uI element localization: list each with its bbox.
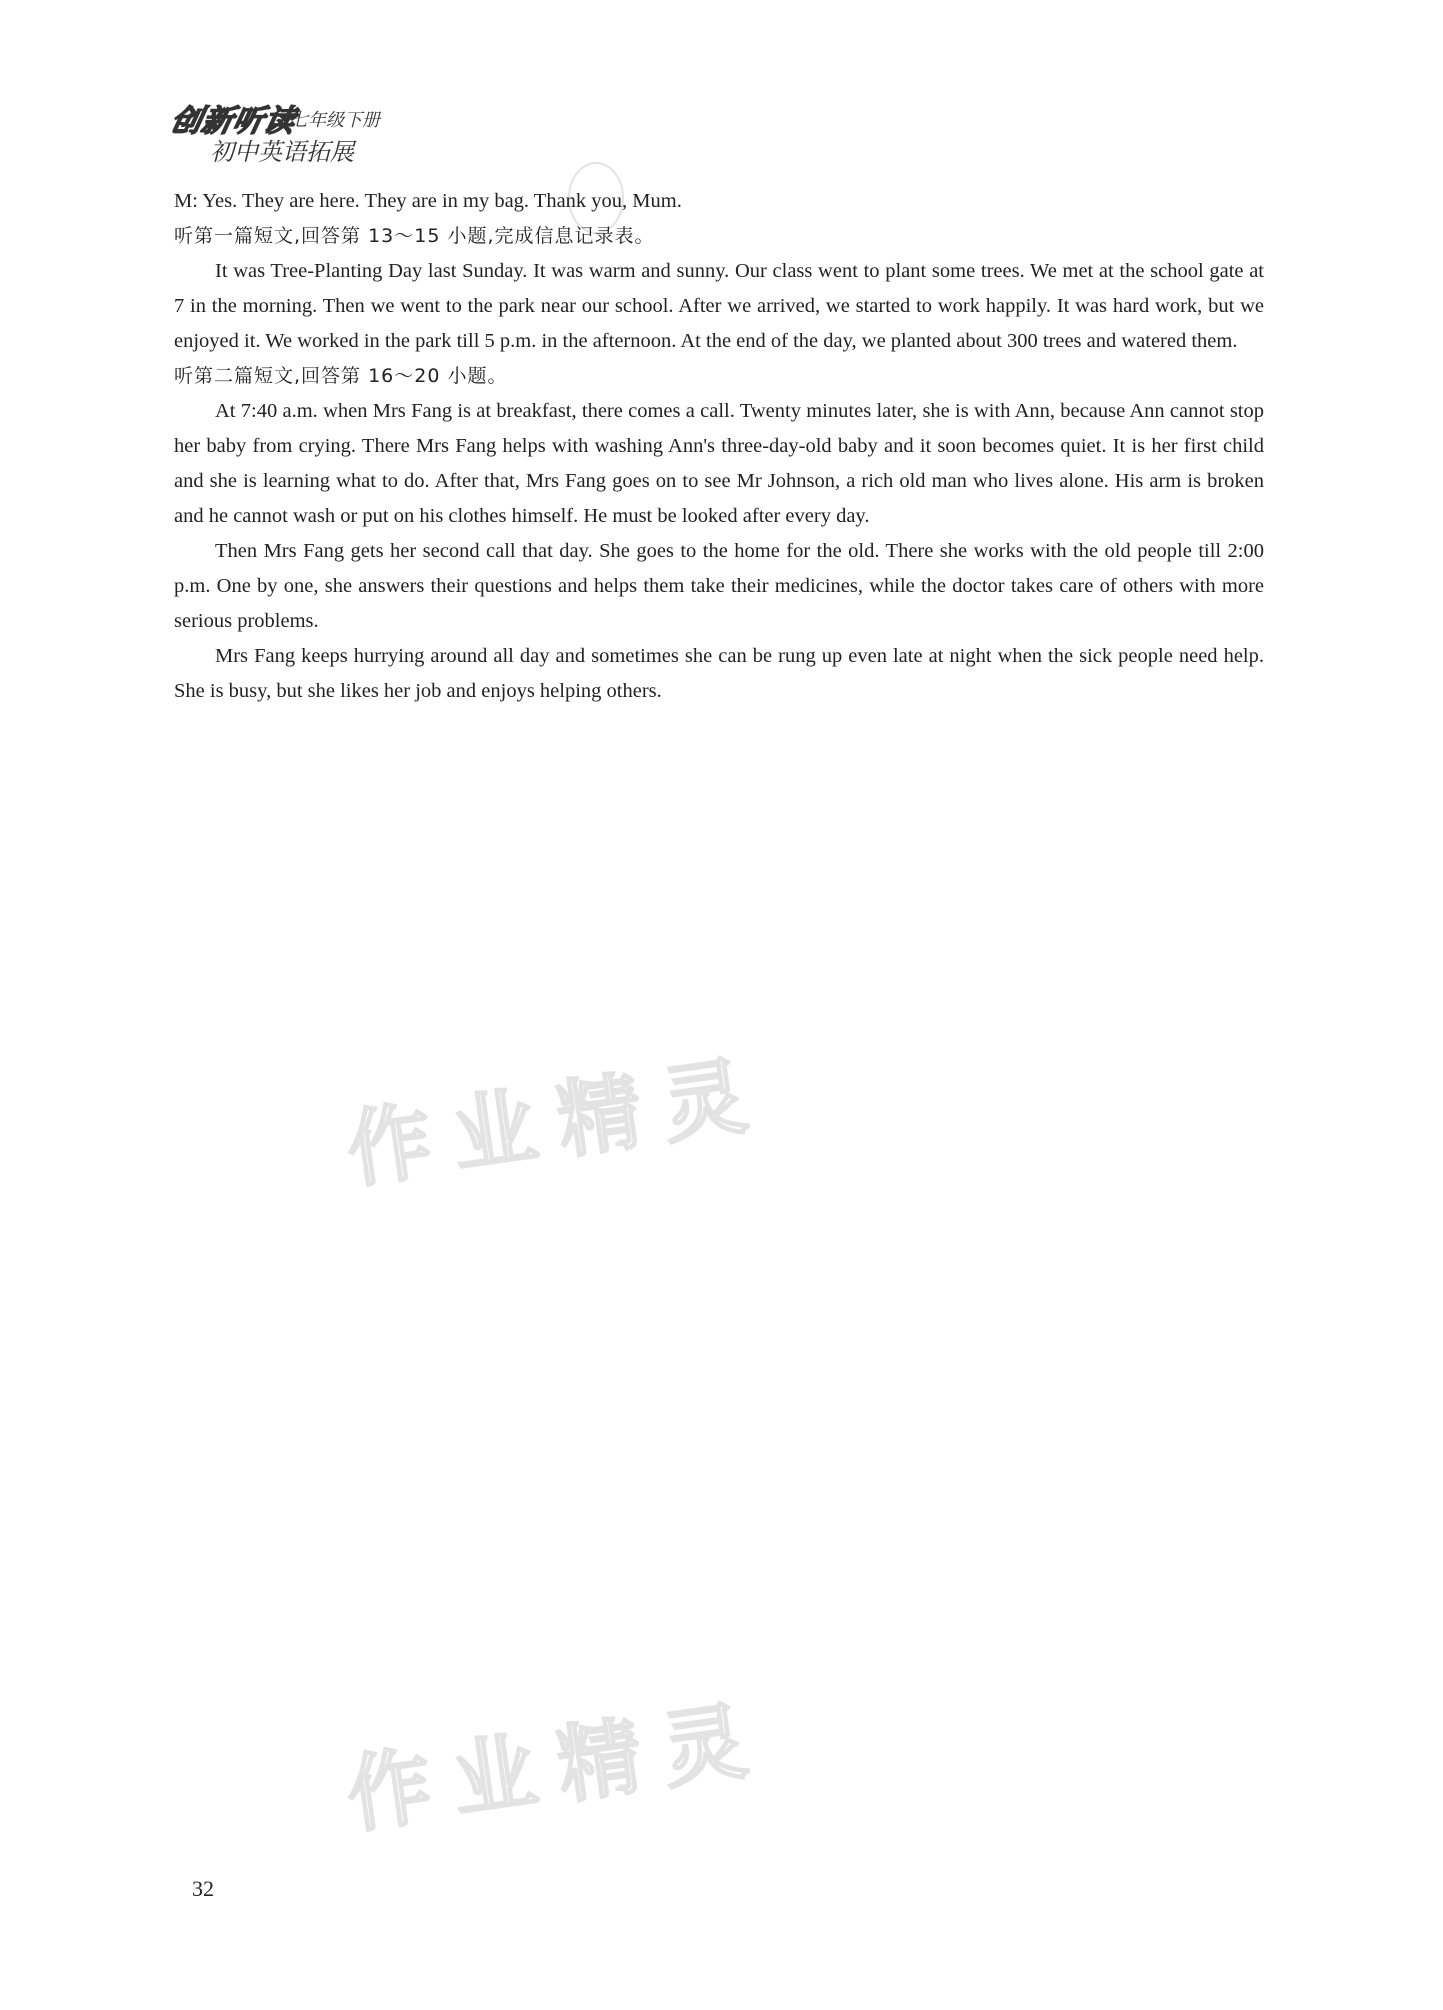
grade-label: 七年级下册 (290, 110, 380, 131)
series-logo: 创新听读 (167, 104, 299, 139)
page-number: 32 (192, 1876, 214, 1901)
transcript-content (174, 184, 1264, 709)
passage-2-paragraph-3: Mrs Fang keeps hurrying around all day and sometimes she can be rung up even late at night when the sick people need help. She is busy, but she likes her job and enjoys helping others. (174, 645, 1264, 702)
passage-2-paragraph-1: At 7:40 a.m. when Mrs Fang is at breakfast, there comes a call. Twenty minutes later, she is with Ann, because Ann cannot stop her baby from crying. There Mrs Fang helps with washing Ann's three-day-old baby and it soon becomes quiet. It is her first child and she is learning what to do. After that, Mrs Fang goes on to see Mr Johnson, a rich old man who lives alone. His arm is broken and he cannot wash or put on his clothes himself. He must be looked after every day. (174, 400, 1264, 527)
watermark-upper: 作业精灵 (341, 1043, 775, 1200)
book-title: 初中英语拓展 (210, 138, 354, 166)
passage-2-paragraph-2: Then Mrs Fang gets her second call that day. She goes to the home for the old. There she works with the old people till 2:00 p.m. One by one, she answers their questions and helps them take their medicines, while the doctor takes care of others with more serious problems. (174, 540, 1264, 632)
instruction-1: 听第一篇短文,回答第 13～15 小题,完成信息记录表。 (174, 225, 655, 247)
page-header (167, 96, 472, 166)
dialogue-line: M: Yes. They are here. They are in my bag. Thank you, Mum. (174, 190, 682, 212)
watermark-lower: 作业精灵 (341, 1688, 775, 1845)
instruction-2: 听第二篇短文,回答第 16～20 小题。 (174, 365, 508, 387)
passage-1: It was Tree-Planting Day last Sunday. It was warm and sunny. Our class went to plant some trees. We met at the school gate at 7 in the morning. Then we went to the park near our school. After we arrived, we started to work happily. It was hard work, but we enjoyed it. We worked in the park till 5 p.m. in the afternoon. At the end of the day, we planted about 300 trees and watered them. (174, 260, 1264, 352)
